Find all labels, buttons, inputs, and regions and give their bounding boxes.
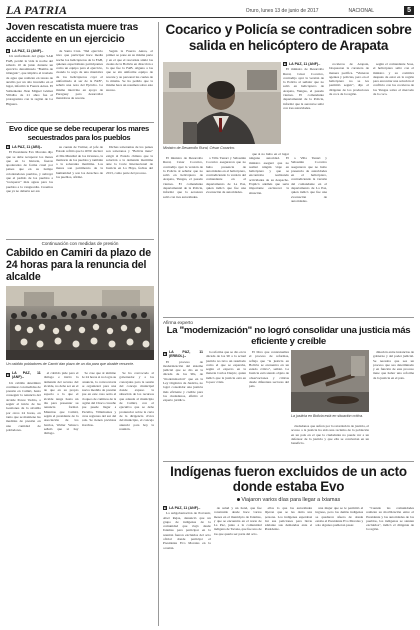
body-text: Un cabildo determinó continuar con medidas de presión en Camiri, hasta conseguir la renuncia del alcalde Ponce Vedrio, a seguir el inicio de las Gestiones de la alcaldía por otros 24 horas, en tanto que se mantiene las medidas de presión en una cantidad de pobladores.: [6, 380, 41, 432]
byline: LA PAZ, 11 (ANF).-: [288, 62, 321, 66]
body-text: cocaleros de Arapata, bloquearon la carretera de manera pacífica. "Vinieron agentes y policías, pero en el helicóptero no se les permitió seguir", dijo el dirigente de los productores de coca de la región.: [329, 62, 369, 97]
justice-photo: [291, 350, 369, 412]
body-text: de salud y un hotel, que fue construido desde hace varios meses en el municipio de Ixiamas, y que se encuentra en el norte de La Paz, junto a la comunidad indígena de Tacana, que fue uno de los que quería ser parte del acto.: [213, 506, 262, 536]
story-justicia: [163, 320, 414, 458]
gavel-illustration: [291, 350, 369, 412]
byline-tag: ■: [7, 145, 9, 149]
photo-caption: La justicia en Bolivia está en situación crítica.: [291, 414, 364, 418]
vertical-divider: [158, 22, 159, 626]
body-text: El Presidente Evo Morales dijo que se debe recuperar los mares que en la historia, fueron apoderados de forma cruel por países que en su tiempo colonizadores pueblos, y subrayó que el pedido de los pueblos a "recuperar" más aguas para los pueblos a la vanguardia. Creemos que ya no debería ser así.: [6, 150, 53, 193]
newspaper-logo: LA PATRIA: [6, 3, 68, 17]
body-text: "Cuando las comunidades realizan su movilización entre el Presidente y las autoridades de los pueblos, los indígenas se sienten excluidos", indicó el dirigente de la región.: [366, 506, 414, 532]
body-text: su cuenta de Twitter, el jefe de Estado refirió que la ONU declaró el Día Mundial de los Océanos, la memoria de los pueblos y también a la soberanía marítima. Los mares son patrimonio de la humanidad y son los derechos de los pueblos, afirmó.: [56, 145, 103, 180]
byline: LA PAZ, 11 (ANF).-: [11, 371, 41, 380]
body-text: a Villa Tunari y Sébastién Cocarico aseguraron que no hubo presencia de autoridades en el helicóptero, contradiciendo la versión del comandante en el departamento de La Paz, quien indicó que fue una evacuación de autoridades.: [206, 156, 246, 195]
body-text: dinación entre instancias de gobierno y del poder judicial. Se necesita que sea un proceso que sea determinado y en función de este proceso tiene que haber una reforma de la justicia en el país.: [373, 350, 414, 380]
body-text: El libro que contextualiza el proceso de reformas, refleja que "la justicia en Bolivia se encuentra en un estado crítico", señaló. La Justicia está siendo objeto de observaciones y críticas desde diferentes sectores del país.: [249, 350, 289, 389]
body-text: a Villa Tunari y Sébastién Cocarico aseguraron que no hubo presencia de autoridades en el helicóptero, contradiciendo la versión del comandante en el departamento de La Paz, quien indicó que fue una evacuación de autoridades.: [291, 156, 327, 203]
headline: Cabildo en Camiri da plazo de 24 horas para la renuncia del alcalde: [6, 247, 151, 283]
body-text: El ministro de Desarrollo Rural, César Cocarico, contradijo ayer la versión de la Policía al señalar que no salió en helicóptero de Arapata, Yungas, el pasado viernes. El comandante departamental de la Policía, informó que la aeronave salió con tres autoridades.: [283, 67, 324, 110]
body-text: El proceso de modernización del sistema judicial que se dio en la década de los 90s, de "modernización" que en la Ley Orgánica de Justicia, no logró consolidar una justicia más eficiente y creíble para los ciudadanos, afirmó el experto jurídico.: [163, 359, 203, 403]
issue-date: Oruro, lunes 13 de junio de 2017: [245, 7, 319, 14]
story-cocarico: [163, 22, 414, 314]
masthead: [6, 4, 414, 18]
body-text: ciudadanos que sufren por la retardación de justicia, el acceso a la justicia ha sido una reclamo de la población en un país en el que la ciudadanía no puede ver a un defensor de la justicia y que ella se conviertan en un beneficio.: [291, 424, 369, 446]
divider: [163, 317, 414, 318]
story-rescatista: [6, 22, 154, 120]
body-text: Se cree que al término de 24 horas si no logra su renuncia, la convocatoria se organizará para una nueva medida de presión que en este caso sería el bloqueo de caminos de la región del Chaco cruceño que puede llegar a Yacuiba, Villamontes y otras regiones del sur del país. Se tienen previstas marchas.: [81, 371, 117, 427]
headline: Indígenas fueron excluidos de un acto donde estaba Evo: [170, 464, 407, 495]
body-text: de Santa Cruz. "Del ejercicio tuvo que participar hace media noche los helicópteros de la FAB, quienes especialistas participantes como un equipo para el ejercicio, cuando la soga de una maniobra de los helicópteros cayó el uniformado al ser de la FAB", señaló una nota del Ejército. La misma intervino en apoyo de Paraguay para desarrollar maniobras de rescate.: [56, 49, 103, 101]
page-number: 5: [404, 6, 414, 15]
body-text: La subgobernación de Porvenir, Abel Rejas, denunció que un grupo de indígenas de la comunidad que viajó desde Ixiamas para participar en la reunión fueron excluidos del acto oficial donde participó el Presidente Evo Morales en la ocasión.: [163, 511, 211, 550]
body-text: Se ha convocado al gobernador y a los concejales para la sesión del concejo municipal donde expuso la situación de los recursos que adeuda al municipio de Camiri, con el ejecutivo que se debe pronunciar sobre la carta de la dirigencia cívica del municipio, el concejo anunció para hoy la reunión.: [119, 371, 154, 431]
section-label: NACIONAL: [348, 7, 375, 14]
headline: La "modernización" no logró consolidar una justicia más eficiente y creíble: [166, 325, 411, 347]
body-text: El ministro de Desarrollo Rural, César Cocarico, contradijo ayer la versión de la Policía al señalar que no salió en helicóptero de Arapata, Yungas, el pasado viernes. El comandante departamental de la Policía, informó que la aeronave salió con tres autoridades.: [163, 156, 203, 199]
byline-tag: ■: [7, 49, 9, 53]
story-kicker: Afirma experto: [163, 320, 193, 325]
photo-caption: Un cabildo pobladores de Camiri dan plazo de un día para que alcalde renuncie.: [6, 362, 135, 366]
body-text: el cabildo pide para el diálogo e inició la demanda del recurso del alcalde, no debe ser en el de que en su propio espacio a la que el alcalde tenga hasta un día para presentar su renuncia formal. Mientras que Camiri, según el presidente de la Asociación de los barrios, Walter Velasco señaló que sí hay diálogo.: [43, 371, 79, 436]
byline: LA PAZ, 11 (ERBOL).-: [168, 350, 203, 359]
minister-photo: [163, 62, 281, 144]
crowd-photo: [6, 286, 154, 360]
story-indigenas: [163, 464, 414, 626]
headline: Joven rescatista muere tras accidente en un ejercicio: [6, 22, 139, 45]
byline: LA PAZ, 11 (ANF).-: [11, 49, 44, 53]
body-text: que si no hubo en el lugar ninguna autoridad. El ministro aseguró que no realizó ningún viaje en helicóptero y que se encontraba realizando actividades de su despacho. Explicó además que sería importante esclarecer la situación.: [249, 152, 289, 195]
minister-portrait: [163, 62, 281, 144]
byline-tag: ■: [284, 62, 286, 66]
body-text: según el comandante Sosa, el helicóptero salió con el ministro y su comitiva después de estar en la región para encontrar una solución al conflicto con los cocaleros de los Yungas sobre el mercado de la coca.: [373, 62, 414, 97]
headline: Cocarico y Policía se contradicen sobre salida en helicóptero de Arapata: [165, 22, 412, 53]
body-text: ellos lo que las autoridades dijeron que se les daría una persona. Los indígenas esperaban dar sus peticiones para llevar adelante sus demandas ante el Presidente.: [264, 506, 313, 532]
section-kicker: Continuación con medidas de presión: [41, 241, 119, 246]
bullet-icon: [237, 498, 240, 501]
divider: [6, 122, 154, 123]
headline: Evo dice que se debe recuperar los mares secuestrados para los pueblos: [9, 124, 149, 142]
divider: [6, 239, 154, 240]
body-text: Según la Fuerza Aérea, el primer se pone en su misma parte y en el que el rescatista sintió las cuales de la Bolivia en dirección a la que fue la FAB. Alguna a las que se sin uniforme equipo de rescate y su personal las cuales de la misma. Se ha pedido que la misma hace un resumen sobre este suceso.: [106, 49, 153, 92]
byline-tag: ■: [7, 373, 9, 378]
byline-tag: ■: [164, 506, 166, 510]
story-evo-mares: [6, 125, 154, 237]
body-text: la reforma que se dio en la década de los 90 a la actual justicia no tuvo un resultado como el que se esperaba, según el experto en la materia Carlos Derpic, quien indicó que la justicia está en la peor crisis.: [206, 350, 246, 385]
byline: LA PAZ, 11 (ABI).-: [11, 145, 43, 149]
body-text: Un uniformado del grupo SAR FAB, perdió la vida la noche del sábado 10 de junio durante un ejercicio denominado "Bomba de triángulo", que implica el traslado de agua que realizan en tareas de auxilio por un alto incendio en el lugar, informó la Fuerza Aérea. El Subteniente Jhon Miguel Gómez Villalba de 21 años fue el protagonista con la región de La Higuera.: [6, 54, 53, 106]
body-text: una mujer que se le permitió el ingreso, pero los demás indígenas se quedaron afuera de donde estaba el Presidente Evo Morales y solo algunos pudieron pasar.: [315, 506, 364, 528]
story-camiri: [6, 241, 154, 626]
kicker-text: Viajaron varios días para llegar a Ixiamas: [241, 496, 341, 503]
byline: LA PAZ, 11 (ANF).-: [168, 506, 201, 510]
photo-caption: Ministro de Desarrollo Rural, César Cocarico.: [163, 146, 236, 150]
story-kicker: [163, 497, 414, 503]
crowd-illustration: [6, 286, 154, 360]
byline-tag: ■: [164, 352, 166, 357]
body-text: Dichas soberanías de los países son soberanos y "Bolivia tiene" exigir al Estado chileno que la solución a la demanda marítima ante la Corte Internacional de Justicia en La Haya, fechas del 2013, como parte del proceso.: [106, 145, 153, 175]
divider: [163, 461, 414, 462]
